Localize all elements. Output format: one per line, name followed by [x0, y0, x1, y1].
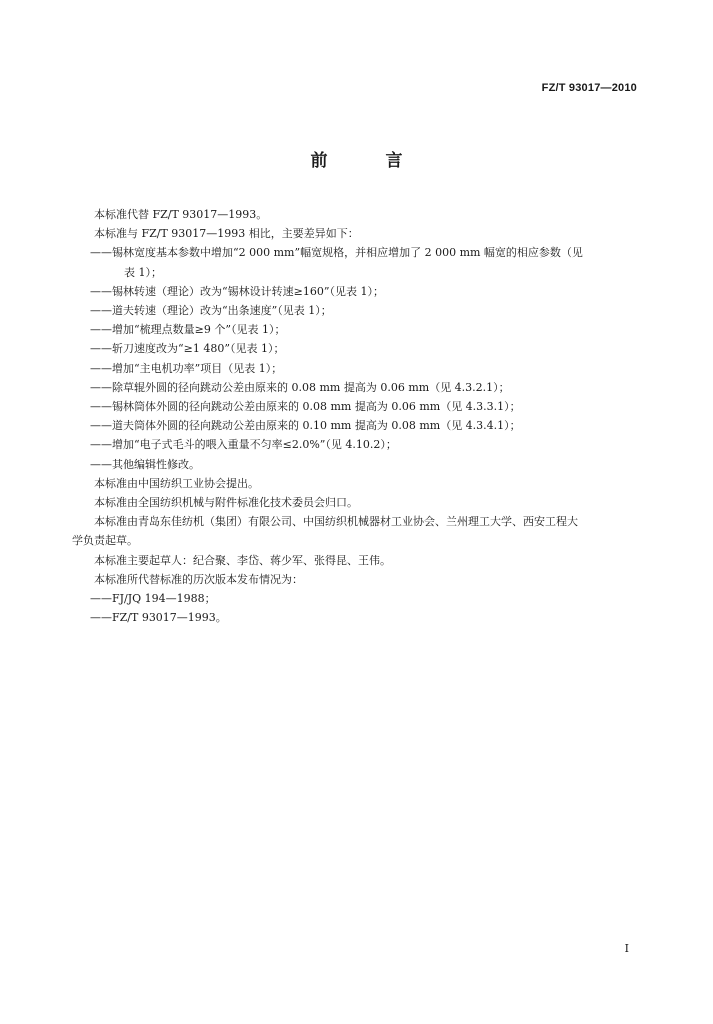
paragraph-line: 本标准主要起草人：纪合聚、李岱、蒋少军、张得昆、王伟。	[94, 553, 391, 567]
paragraph-line: 本标准由青岛东佳纺机（集团）有限公司、中国纺织机械器材工业协会、兰州理工大学、西安工程大	[94, 515, 578, 529]
paragraph-line: 本标准由全国纺织机械与附件标准化技术委员会归口。	[94, 496, 358, 510]
list-item: ——增加“电子式毛斗的喂入重量不匀率≤2.0%”（见 4.10.2）；	[90, 438, 397, 452]
page-number: I	[624, 942, 629, 955]
list-item: ——锡林宽度基本参数中增加“2 000 mm”幅宽规格，并相应增加了 2 000 mm 幅宽的相应参数（见	[90, 246, 583, 260]
list-item: ——FJ/JQ 194—1988；	[90, 592, 216, 606]
list-item: ——增加“梳理点数量≥9 个”（见表 1）；	[90, 323, 286, 337]
list-item: ——锡林转速（理论）改为“锡林设计转速≥160”（见表 1）；	[90, 284, 384, 298]
list-item: ——增加“主电机功率”项目（见表 1）；	[90, 361, 283, 375]
list-item: ——除草辊外圆的径向跳动公差由原来的 0.08 mm 提高为 0.06 mm（见 4.3.2.1）；	[90, 380, 510, 394]
list-item: ——FZ/T 93017—1993。	[90, 611, 227, 625]
list-item: ——锡林筒体外圆的径向跳动公差由原来的 0.08 mm 提高为 0.06 mm（见 4.3.3.1）；	[90, 400, 521, 414]
list-item: ——道夫筒体外圆的径向跳动公差由原来的 0.10 mm 提高为 0.08 mm（见 4.3.4.1）；	[90, 419, 521, 433]
paragraph-line: 本标准代替 FZ/T 93017—1993。	[94, 208, 268, 221]
list-item: ——其他编辑性修改。	[90, 457, 200, 471]
paragraph-line: 本标准由中国纺织工业协会提出。	[94, 476, 259, 490]
paragraph-line: 本标准与 FZ/T 93017—1993 相比，主要差异如下：	[94, 227, 359, 241]
paragraph-line: 本标准所代替标准的历次版本发布情况为：	[94, 572, 303, 586]
foreword-body	[72, 205, 642, 627]
paragraph-continuation: 学负责起草。	[72, 534, 138, 548]
standard-code: FZ/T 93017—2010	[541, 82, 637, 94]
page-title: 前 言	[310, 151, 429, 171]
list-item-continuation: 表 1）；	[124, 265, 162, 279]
list-item: ——道夫转速（理论）改为“出条速度”（见表 1）；	[90, 304, 332, 318]
list-item: ——斩刀速度改为“≥1 480”（见表 1）；	[90, 342, 285, 356]
